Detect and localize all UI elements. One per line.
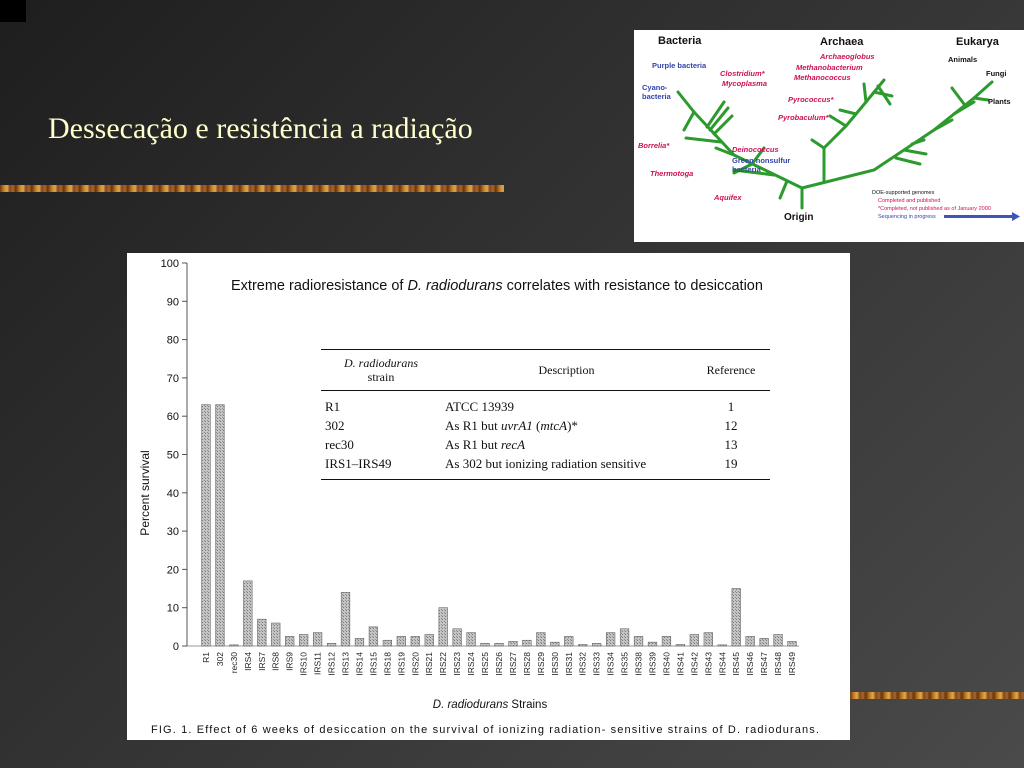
tree-label-animals: Animals — [948, 55, 978, 64]
x-tick-label: IRS29 — [535, 652, 546, 676]
bar-irs21 — [425, 635, 434, 646]
y-tick-label: 70 — [166, 372, 179, 385]
reference-cell: 1 — [727, 399, 735, 414]
x-tick-label: IRS49 — [787, 652, 798, 676]
y-tick-label: 60 — [166, 411, 179, 424]
decorative-divider-bottom — [850, 692, 1024, 699]
decorative-divider-top — [0, 185, 504, 192]
y-tick-label: 80 — [166, 334, 179, 347]
tree-label-archaeoglobus: Archaeoglobus — [820, 52, 875, 61]
bar-irs32 — [578, 644, 587, 646]
bar-302 — [216, 405, 225, 646]
sequencing-arrow-icon — [944, 212, 1020, 221]
chart-title-species: D. radiodurans — [407, 278, 503, 294]
reference-cell: 13 — [724, 437, 738, 452]
x-tick-label: IRS33 — [591, 652, 602, 676]
y-tick-label: 50 — [166, 449, 179, 462]
x-tick-label: IRS31 — [563, 652, 574, 676]
origin-label: Origin — [784, 212, 814, 223]
chart-title-part-1: Extreme radioresistance of — [231, 278, 408, 294]
reference-column-header: Reference — [692, 350, 770, 391]
bar-irs23 — [453, 629, 462, 646]
domain-label-eukarya: Eukarya — [956, 36, 999, 48]
bar-irs41 — [676, 644, 685, 646]
tree-label-borrelia: Borrelia* — [638, 141, 670, 150]
x-tick-label: R1 — [200, 652, 211, 663]
bar-irs4 — [244, 581, 253, 646]
x-tick-label: IRS21 — [424, 652, 435, 676]
strain-table — [321, 349, 770, 480]
tree-label-deinococcus: Deinococcus — [732, 145, 779, 154]
strain-header-line2: strain — [367, 370, 395, 384]
tree-label-pyrobaculum: Pyrobaculum* — [778, 113, 829, 122]
x-tick-label: IRS8 — [270, 652, 281, 671]
x-tick-label: IRS7 — [256, 652, 267, 671]
tree-branches — [678, 80, 992, 208]
description-cell: ATCC 13939 — [445, 399, 514, 414]
y-tick-label: 10 — [166, 602, 179, 615]
x-axis-label-suffix: Strains — [508, 699, 548, 711]
bar-irs31 — [564, 636, 573, 646]
figure-caption: FIG. 1. Effect of 6 weeks of desiccation on the survival of ionizing radiation- sensitive strains of D. radiodurans. — [151, 724, 819, 736]
x-tick-label: IRS46 — [745, 652, 756, 676]
x-tick-label: IRS20 — [410, 652, 421, 676]
x-tick-label: IRS10 — [298, 652, 309, 676]
y-tick-label: 40 — [166, 487, 179, 500]
tree-of-life-diagram — [634, 30, 1024, 242]
x-tick-label: IRS40 — [661, 652, 672, 676]
tree-label-cyano: Cyano- — [642, 83, 668, 92]
x-tick-label: IRS34 — [605, 652, 616, 676]
description-cell: As R1 but uvrA1 (mtcA)* — [445, 418, 578, 433]
bar-irs44 — [718, 645, 727, 646]
bar-irs35 — [620, 629, 629, 646]
bar-irs46 — [746, 636, 755, 646]
x-tick-label: IRS28 — [521, 652, 532, 676]
table-row — [321, 391, 770, 417]
x-axis-label-species: D. radiodurans — [432, 699, 509, 711]
x-tick-label: IRS32 — [577, 652, 588, 676]
bar-irs42 — [690, 635, 699, 646]
y-tick-label: 20 — [166, 564, 179, 577]
corner-mark — [0, 0, 26, 22]
bar-irs11 — [313, 633, 322, 646]
legend-item-in-progress: Sequencing in progress — [878, 214, 936, 220]
x-tick-label: IRS35 — [619, 652, 630, 676]
tree-label-clostridium: Clostridium* — [720, 69, 765, 78]
x-tick-label: IRS23 — [452, 652, 463, 676]
x-tick-label: IRS41 — [675, 652, 686, 676]
tree-label-green-nonsulfur-bacteria: bacteria — [732, 165, 761, 174]
bar-irs30 — [550, 642, 559, 646]
x-tick-label: IRS4 — [242, 652, 253, 671]
tree-label-purple-bacteria: Purple bacteria — [652, 61, 707, 70]
strain-cell: R1 — [325, 399, 341, 414]
reference-cell: 12 — [724, 418, 738, 433]
tree-label-aquifex: Aquifex — [714, 193, 742, 202]
table-row — [321, 416, 770, 435]
bar-irs22 — [439, 608, 448, 646]
x-tick-labels — [201, 652, 797, 676]
bar-irs34 — [606, 633, 615, 646]
bar-irs39 — [648, 642, 657, 646]
x-tick-label: IRS25 — [480, 652, 491, 676]
domain-label-bacteria: Bacteria — [658, 35, 702, 47]
bar-irs40 — [662, 636, 671, 646]
x-tick-label: IRS43 — [703, 652, 714, 676]
x-tick-label: IRS45 — [731, 652, 742, 676]
tree-label-methanococcus: Methanococcus — [794, 73, 851, 82]
x-tick-label: IRS11 — [312, 652, 323, 675]
bar-irs13 — [341, 592, 350, 646]
x-tick-label: IRS9 — [284, 652, 295, 671]
tree-label-green-nonsulfur: Green nonsulfur — [732, 156, 791, 165]
x-tick-label: IRS13 — [340, 652, 351, 676]
y-tick-label: 90 — [166, 296, 179, 309]
bar-irs38 — [634, 636, 643, 646]
bar-irs25 — [481, 643, 490, 646]
legend-item-not-published: *Completed, not published as of January 2000 — [878, 206, 991, 212]
bar-irs48 — [774, 635, 783, 646]
x-tick-label: IRS15 — [368, 652, 379, 676]
x-axis-label — [433, 699, 548, 711]
bar-irs24 — [467, 633, 476, 646]
bar-irs33 — [592, 643, 601, 646]
bar-irs15 — [369, 627, 378, 646]
x-tick-label: IRS12 — [326, 652, 337, 676]
bar-irs9 — [285, 636, 294, 646]
bar-irs20 — [411, 636, 420, 646]
x-tick-label: IRS27 — [507, 652, 518, 676]
bar-irs49 — [788, 641, 797, 646]
bar-r1 — [202, 405, 211, 646]
description-cell: As R1 but recA — [445, 437, 526, 452]
survival-bar-chart — [127, 253, 850, 740]
x-tick-label: IRS22 — [438, 652, 449, 676]
survival-chart-figure — [127, 253, 850, 740]
bar-irs10 — [299, 635, 308, 646]
bar-irs18 — [383, 640, 392, 646]
bar-irs28 — [523, 640, 532, 646]
legend-title: DOE-supported genomes — [872, 190, 935, 196]
x-tick-label: rec30 — [228, 652, 239, 674]
bar-rec30 — [230, 645, 239, 646]
x-tick-label: IRS47 — [759, 652, 770, 676]
domain-label-archaea: Archaea — [820, 36, 864, 48]
x-tick-label: IRS42 — [689, 652, 700, 676]
tree-label-fungi: Fungi — [986, 69, 1007, 78]
x-tick-label: 302 — [214, 652, 225, 667]
strain-cell: 302 — [325, 418, 345, 433]
legend-item-completed: Completed and published — [878, 198, 941, 204]
x-tick-label: IRS14 — [354, 652, 365, 676]
tree-label-plants: Plants — [988, 97, 1011, 106]
chart-title-part-3: correlates with resistance to desiccation — [502, 278, 763, 294]
slide-title: Dessecação e resistência a radiação — [48, 112, 473, 145]
bar-irs43 — [704, 633, 713, 646]
tree-label-methanobacterium: Methanobacterium — [796, 63, 863, 72]
strain-header-line1: D. radiodurans — [343, 356, 418, 370]
bar-irs14 — [355, 638, 364, 646]
x-tick-label: IRS26 — [494, 652, 504, 676]
tree-label-cyano-bacteria: bacteria — [642, 92, 671, 101]
bar-irs7 — [257, 619, 266, 646]
x-tick-label: IRS44 — [717, 652, 728, 676]
strain-cell: IRS1–IRS49 — [325, 456, 392, 471]
table-row — [321, 435, 770, 454]
x-tick-label: IRS38 — [633, 652, 644, 676]
y-tick-label: 100 — [160, 258, 179, 270]
x-tick-label: IRS48 — [773, 652, 784, 676]
y-tick-label: 0 — [172, 641, 179, 653]
y-axis-label: Percent survival — [138, 450, 152, 536]
strain-cell: rec30 — [325, 437, 354, 452]
x-tick-label: IRS18 — [382, 652, 393, 676]
strain-column-header — [321, 350, 441, 391]
bar-irs29 — [537, 633, 546, 646]
y-tick-label: 30 — [166, 526, 179, 539]
table-row — [321, 454, 770, 479]
x-tick-label: IRS39 — [647, 652, 658, 676]
bar-irs8 — [271, 623, 280, 646]
description-column-header: Description — [441, 350, 692, 391]
x-tick-label: IRS24 — [466, 652, 477, 676]
bar-irs12 — [327, 643, 336, 646]
chart-title — [231, 278, 763, 294]
bar-irs47 — [760, 638, 769, 646]
tree-label-pyrococcus: Pyrococcus* — [788, 95, 834, 104]
x-tick-label: IRS30 — [549, 652, 560, 676]
bar-irs19 — [397, 636, 406, 646]
reference-cell: 19 — [724, 456, 738, 471]
tree-label-thermotoga: Thermotoga — [650, 169, 694, 178]
tree-label-mycoplasma: Mycoplasma — [722, 79, 768, 88]
bar-irs27 — [509, 641, 518, 646]
description-cell: As 302 but ionizing radiation sensitive — [445, 456, 647, 471]
x-tick-label: IRS19 — [396, 652, 407, 676]
bar-irs45 — [732, 589, 741, 646]
tree-of-life-figure — [634, 30, 1024, 242]
bar-irs26 — [495, 643, 504, 646]
